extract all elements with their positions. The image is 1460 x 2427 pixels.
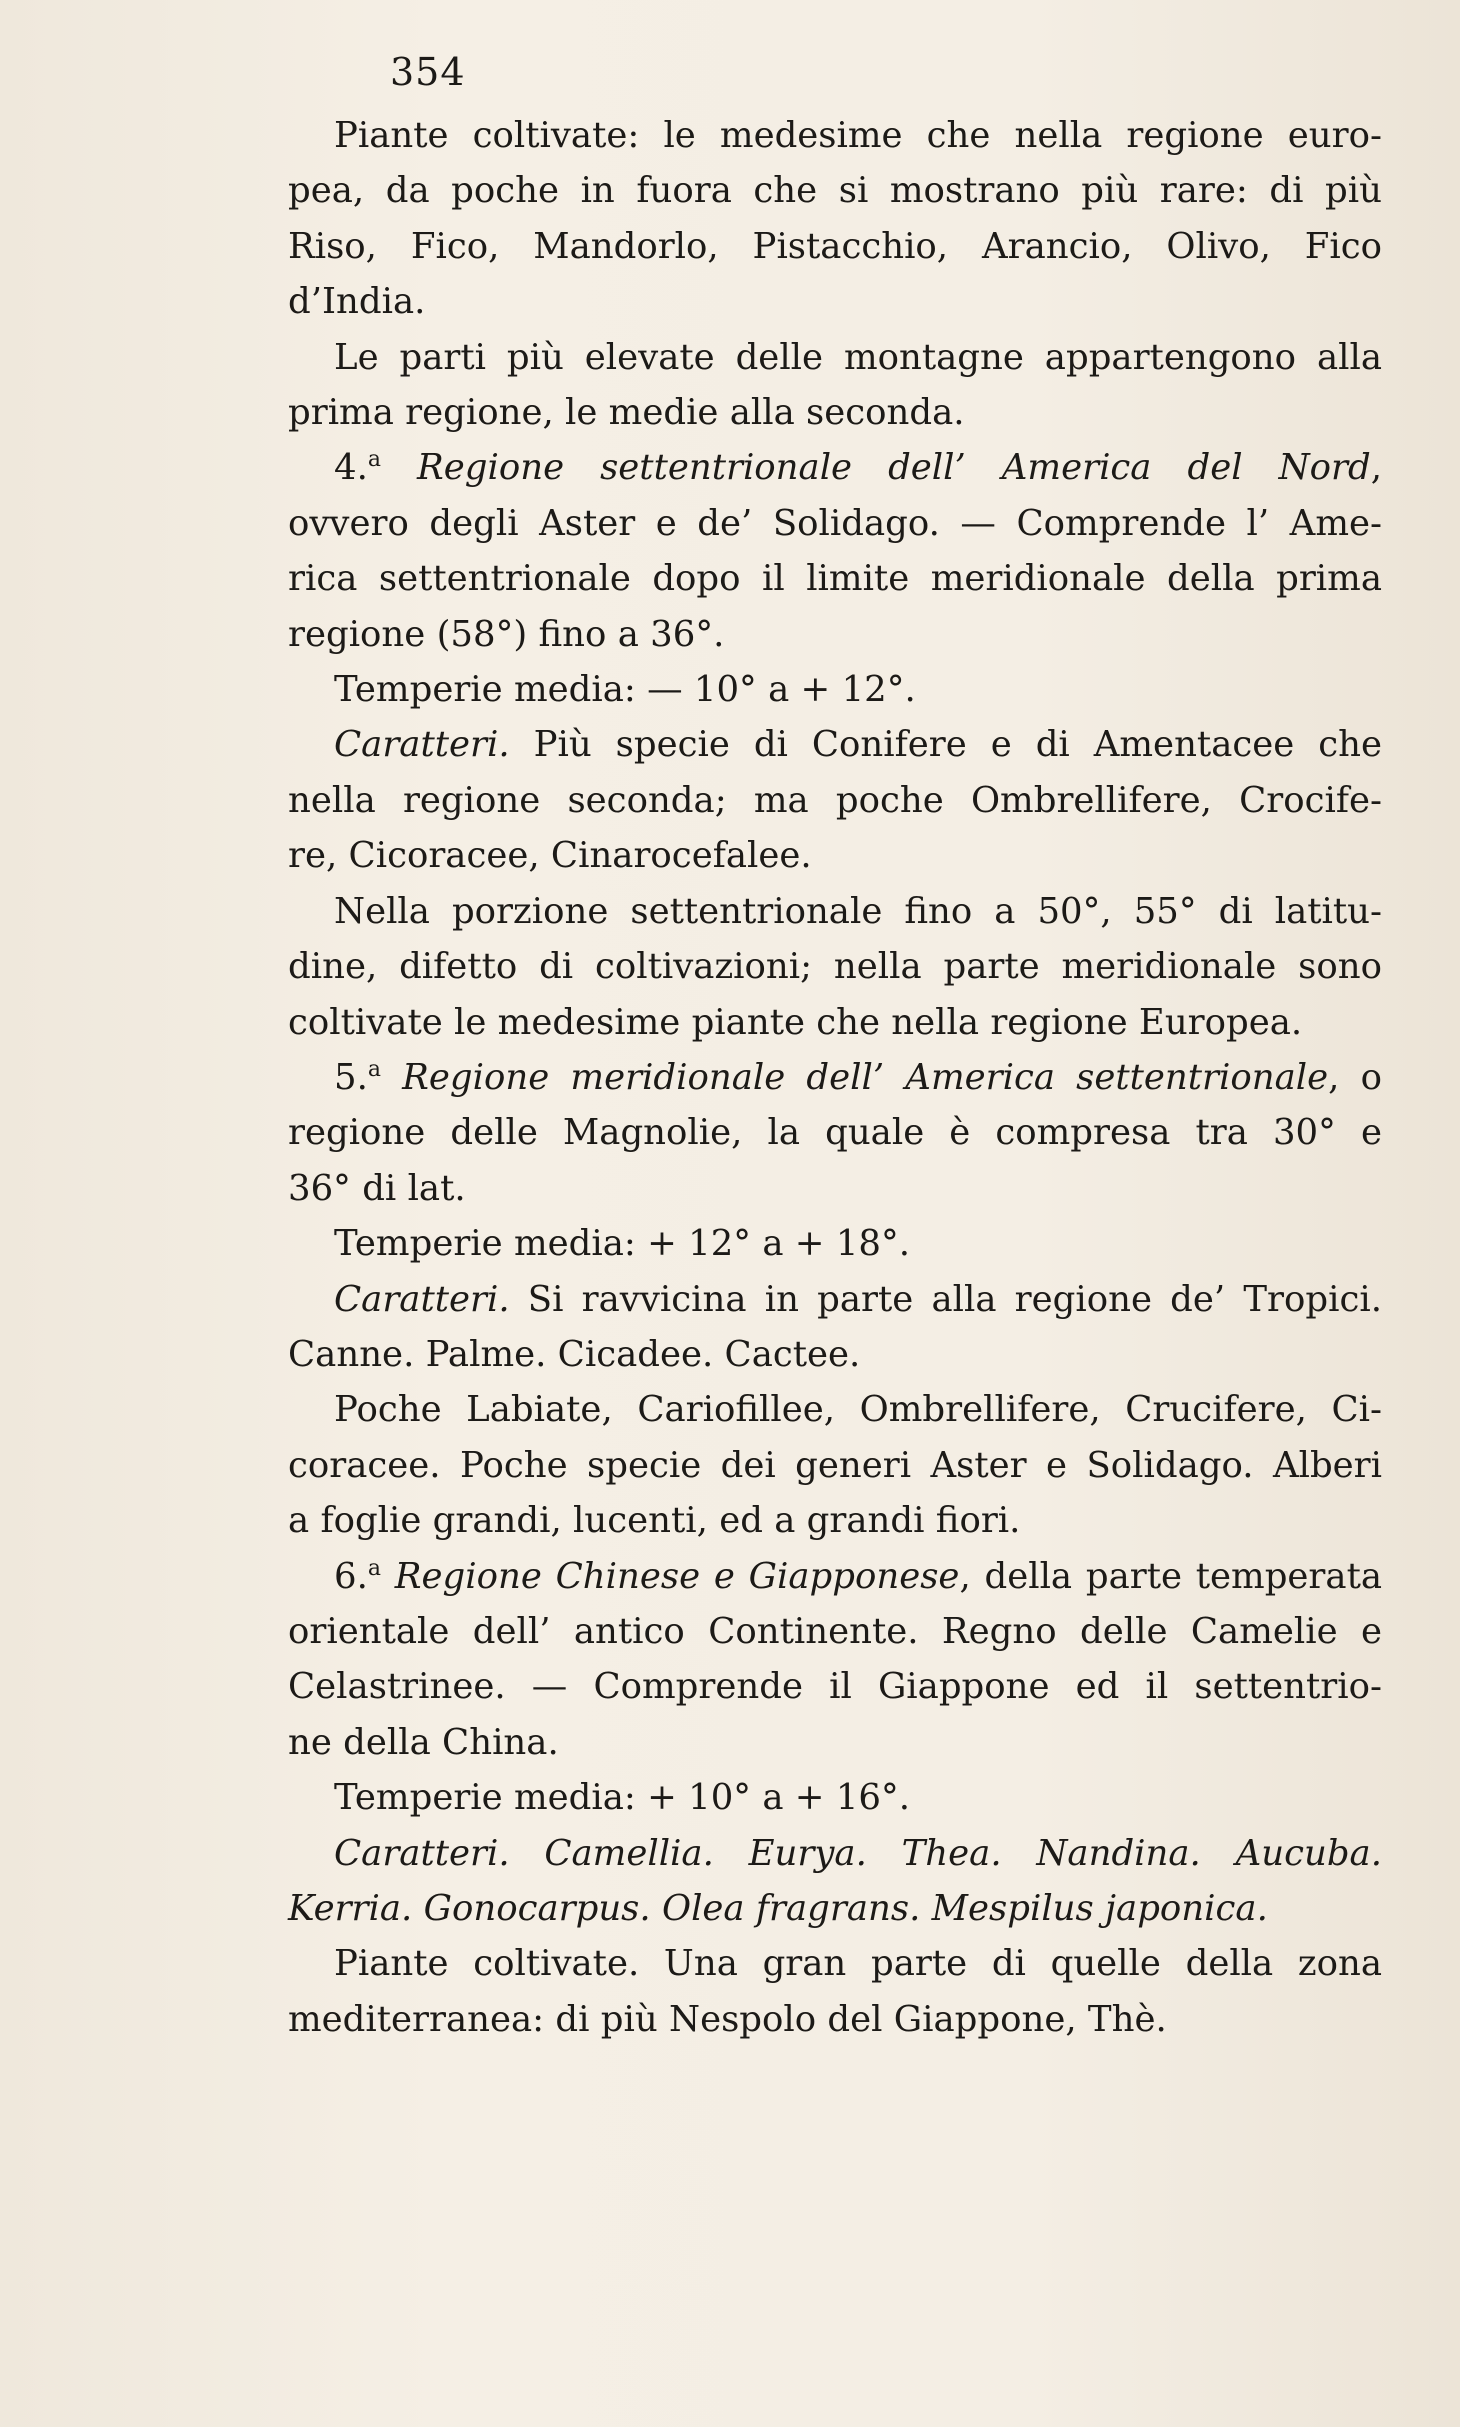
text-span: Si ravvicina in parte alla regione de’ Tropici. xyxy=(509,1278,1382,1320)
text-span xyxy=(381,1556,395,1597)
text-span: dine, difetto di coltivazioni; nella parte meridionale sono xyxy=(288,946,1382,988)
text-line-l11 xyxy=(288,662,1382,717)
text-line-l21 xyxy=(288,1216,1382,1271)
text-line-l22 xyxy=(288,1272,1382,1327)
text-span: , xyxy=(1370,447,1382,489)
text-line-l31 xyxy=(288,1770,1382,1825)
text-line-l18 xyxy=(288,1050,1382,1105)
text-line-l13 xyxy=(288,773,1382,828)
text-span: Temperie media: + 10° a + 16°. xyxy=(334,1777,911,1819)
text-span xyxy=(381,1057,402,1098)
text-line-l24 xyxy=(288,1382,1382,1437)
italic-span: Regione meridionale dell’ America settentrionale xyxy=(402,1056,1329,1098)
italic-span: Caratteri. Camellia. Eurya. Thea. Nandina. Aucuba. xyxy=(334,1832,1382,1874)
text-span: Canne. Palme. Cicadee. Cactee. xyxy=(288,1333,861,1375)
text-span: d’India. xyxy=(288,281,426,323)
text-span: a foglie grandi, lucenti, ed a grandi fiori. xyxy=(288,1500,1021,1542)
superscript: a xyxy=(367,1555,381,1581)
text-span: 4. xyxy=(334,447,368,489)
text-line-l17 xyxy=(288,995,1382,1050)
text-span: , o xyxy=(1328,1056,1382,1098)
text-span: Nella porzione settentrionale fino a 50°, 55° di latitu- xyxy=(334,890,1382,932)
text-line-l6 xyxy=(288,385,1382,440)
text-span: orientale dell’ antico Continente. Regno delle Camelie e xyxy=(288,1610,1382,1652)
text-line-l19 xyxy=(288,1105,1382,1160)
text-line-l26 xyxy=(288,1493,1382,1548)
superscript: a xyxy=(367,447,381,473)
text-line-l27 xyxy=(288,1549,1382,1604)
text-span: 36° di lat. xyxy=(288,1167,466,1209)
text-line-l5 xyxy=(288,330,1382,385)
text-span: prima regione, le medie alla seconda. xyxy=(288,392,965,434)
italic-span: Caratteri. xyxy=(334,724,510,766)
text-span: Piante coltivate. Una gran parte di quelle della zona xyxy=(334,1943,1382,1985)
text-line-l35 xyxy=(288,1992,1382,2047)
italic-span: Regione settentrionale dell’ America del Nord xyxy=(417,447,1371,489)
text-span: pea, da poche in fuora che si mostrano più rare: di più xyxy=(288,170,1382,212)
italic-span: Regione Chinese e Giapponese xyxy=(394,1555,960,1597)
text-line-l2 xyxy=(288,163,1382,218)
text-line-l28 xyxy=(288,1604,1382,1659)
text-span: , della parte temperata xyxy=(959,1555,1382,1597)
text-span: regione (58°) fino a 36°. xyxy=(288,613,725,655)
text-span: Riso, Fico, Mandorlo, Pistacchio, Arancio, Olivo, Fico xyxy=(288,225,1382,267)
text-line-l4 xyxy=(288,274,1382,329)
text-span: 5. xyxy=(334,1056,368,1098)
text-span: ne della China. xyxy=(288,1721,559,1763)
text-span: coracee. Poche specie dei generi Aster e Solidago. Alberi xyxy=(288,1444,1382,1486)
text-line-l33 xyxy=(288,1881,1382,1936)
text-line-l10 xyxy=(288,607,1382,662)
text-span: mediterranea: di più Nespolo del Giappone, Thè. xyxy=(288,1998,1167,2040)
text-line-l23 xyxy=(288,1327,1382,1382)
text-span: 6. xyxy=(334,1555,368,1597)
text-span: re, Cicoracee, Cinarocefalee. xyxy=(288,835,812,877)
text-span xyxy=(381,447,417,488)
text-line-l34 xyxy=(288,1936,1382,1991)
text-span: coltivate le medesime piante che nella regione Europea. xyxy=(288,1001,1303,1043)
text-span: regione delle Magnolie, la quale è compresa tra 30° e xyxy=(288,1112,1382,1154)
text-line-l20 xyxy=(288,1161,1382,1216)
text-line-l15 xyxy=(288,884,1382,939)
text-span: Temperie media: + 12° a + 18°. xyxy=(334,1223,911,1265)
text-span: Temperie media: — 10° a + 12°. xyxy=(334,669,916,711)
text-span: Piante coltivate: le medesime che nella regione euro- xyxy=(334,115,1382,156)
text-line-l32 xyxy=(288,1826,1382,1881)
text-span: nella regione seconda; ma poche Ombrellifere, Crocife- xyxy=(288,779,1382,821)
page-number: 354 xyxy=(390,50,466,94)
text-span: ovvero degli Aster e de’ Solidago. — Comprende l’ Ame- xyxy=(288,502,1382,544)
text-span: Celastrinee. — Comprende il Giappone ed il settentrio- xyxy=(288,1666,1382,1708)
text-span: Più specie di Conifere e di Amentacee che xyxy=(509,724,1382,766)
text-line-l16 xyxy=(288,939,1382,994)
text-line-l29 xyxy=(288,1659,1382,1714)
text-line-l14 xyxy=(288,828,1382,883)
text-line-l9 xyxy=(288,551,1382,606)
text-span: rica settentrionale dopo il limite meridionale della prima xyxy=(288,558,1382,600)
text-span: Le parti più elevate delle montagne appartengono alla xyxy=(334,336,1382,378)
italic-span: Caratteri. xyxy=(334,1278,510,1320)
italic-span: Kerria. Gonocarpus. Olea fragrans. Mespilus japonica. xyxy=(288,1888,1268,1929)
text-span: Poche Labiate, Cariofillee, Ombrellifere, Crucifere, Ci- xyxy=(334,1389,1382,1431)
text-line-l30 xyxy=(288,1715,1382,1770)
text-line-l1 xyxy=(288,108,1382,163)
text-line-l3 xyxy=(288,219,1382,274)
text-line-l12 xyxy=(288,717,1382,772)
text-line-l25 xyxy=(288,1438,1382,1493)
text-line-l8 xyxy=(288,496,1382,551)
body-text xyxy=(288,108,1382,2047)
superscript: a xyxy=(367,1057,381,1083)
text-line-l7 xyxy=(288,440,1382,495)
